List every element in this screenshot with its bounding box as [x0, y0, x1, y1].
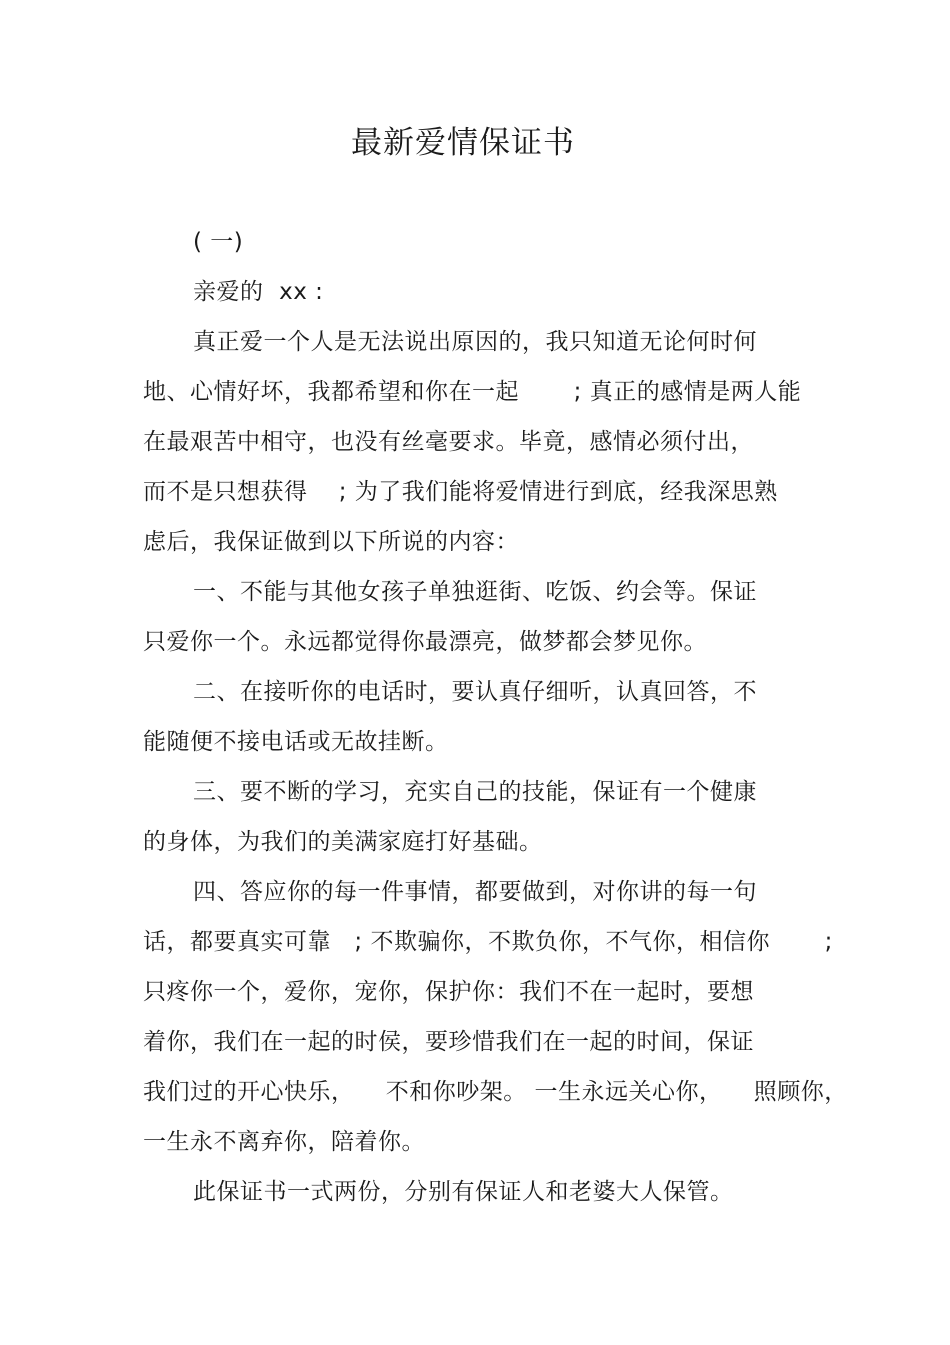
- promise-4-cont: 只疼你一个，爱你，宠你，保护你：我们不在一起时，要想: [143, 979, 754, 1005]
- body-line: 在最艰苦中相守，也没有丝毫要求。毕竟，感情必须付出，: [143, 429, 754, 455]
- document-title: 最新爱情保证书: [351, 125, 575, 161]
- promise-4: 四、答应你的每一件事情，都要做到，对你讲的每一句: [193, 879, 757, 905]
- promise-1: 一、不能与其他女孩子单独逛街、吃饭、约会等。保证: [193, 579, 757, 605]
- promise-4-cont: 着你，我们在一起的时侯，要珍惜我们在一起的时间，保证: [143, 1029, 754, 1055]
- body-line: 真正爱一个人是无法说出原因的，我只知道无论何时何: [193, 329, 757, 355]
- body-line: 地、心情好坏，我都希望和你在一起 ; 真正的感情是两人能: [143, 379, 802, 405]
- promise-4-cont: 我们过的开心快乐， 不和你吵架。 一生永远关心你， 照顾你，: [143, 1079, 848, 1105]
- promise-3: 三、要不断的学习，充实自己的技能，保证有一个健康: [193, 779, 757, 805]
- body-line: 而不是只想获得 ; 为了我们能将爱情进行到底，经我深思熟: [143, 479, 778, 505]
- salutation: 亲爱的 xx :: [193, 279, 324, 305]
- promise-3-cont: 的身体，为我们的美满家庭打好基础。: [143, 829, 543, 855]
- promise-2-cont: 能随便不接电话或无故挂断。: [143, 729, 449, 755]
- body-line: 虑后，我保证做到以下所说的内容：: [143, 529, 519, 555]
- promise-1-cont: 只爱你一个。永远都觉得你最漂亮，做梦都会梦见你。: [143, 629, 707, 655]
- section-number: ( 一): [193, 229, 244, 255]
- closing-statement: 此保证书一式两份，分别有保证人和老婆大人保管。: [193, 1179, 734, 1205]
- promise-2: 二、在接听你的电话时，要认真仔细听，认真回答，不: [193, 679, 757, 705]
- promise-4-cont: 话，都要真实可靠 ; 不欺骗你，不欺负你，不气你，相信你 ;: [143, 929, 833, 955]
- promise-4-cont: 一生永不离弃你，陪着你。: [143, 1129, 425, 1155]
